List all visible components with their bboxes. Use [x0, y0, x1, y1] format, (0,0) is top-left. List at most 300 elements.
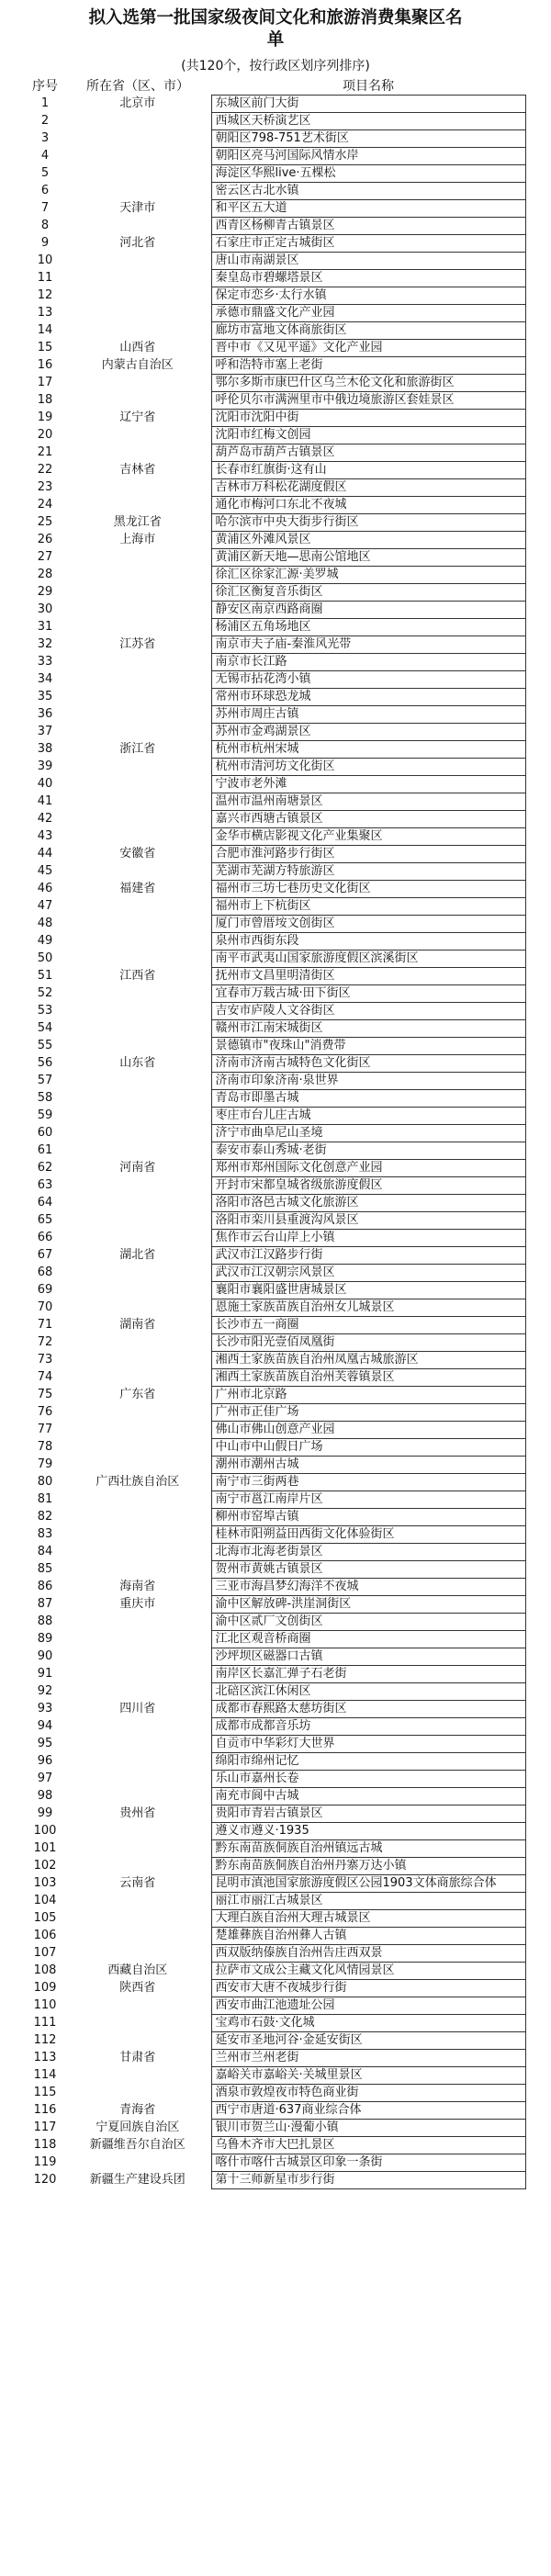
row-province — [64, 1491, 211, 1509]
row-project: 鄂尔多斯市康巴什区乌兰木伦文化和旅游街区 — [211, 375, 525, 392]
table-row — [26, 1963, 525, 1980]
table-row — [26, 1997, 525, 2015]
row-province — [64, 1142, 211, 1160]
row-province — [64, 1823, 211, 1840]
row-province: 辽宁省 — [119, 411, 156, 424]
row-province — [64, 305, 211, 322]
table-row — [26, 1387, 525, 1404]
row-project: 泰安市泰山秀城·老街 — [211, 1142, 525, 1160]
table-row — [26, 287, 525, 305]
row-number: 15 — [37, 341, 53, 354]
row-province: 甘肃省 — [119, 2051, 156, 2064]
row-number: 52 — [37, 986, 53, 1000]
row-number: 84 — [37, 1545, 53, 1558]
table-row — [26, 1073, 525, 1090]
row-province — [64, 2154, 211, 2172]
row-project: 兰州市兰州老街 — [211, 2050, 525, 2067]
table-row — [26, 1718, 525, 1736]
row-number: 64 — [37, 1196, 53, 1209]
row-project: 乐山市嘉州长卷 — [211, 1771, 525, 1788]
row-province — [64, 689, 211, 706]
row-province — [64, 287, 211, 305]
row-number: 70 — [37, 1300, 53, 1314]
row-project: 长沙市五一商圈 — [211, 1317, 525, 1334]
row-number: 22 — [37, 463, 53, 477]
row-number: 31 — [37, 620, 53, 634]
row-project: 福州市三坊七巷历史文化街区 — [211, 881, 525, 898]
row-province — [64, 427, 211, 444]
row-project: 静安区南京西路商圈 — [211, 602, 525, 619]
row-province: 黑龙江省 — [113, 515, 162, 529]
row-project: 自贡市中华彩灯大世界 — [211, 1736, 525, 1753]
row-number: 107 — [33, 1946, 57, 1960]
table-row — [26, 479, 525, 497]
row-number: 35 — [37, 690, 53, 703]
row-province: 福建省 — [119, 882, 156, 895]
row-province — [64, 1038, 211, 1055]
row-province: 云南省 — [119, 1876, 156, 1890]
table-row — [26, 444, 525, 462]
row-project: 中山市中山假日广场 — [211, 1439, 525, 1457]
row-province — [64, 1840, 211, 1858]
row-number: 46 — [37, 882, 53, 895]
row-number: 21 — [37, 445, 53, 459]
row-project: 朝阳区798-751艺术街区 — [211, 130, 525, 148]
row-province — [64, 1858, 211, 1875]
row-number: 3 — [40, 131, 50, 145]
table-row — [26, 654, 525, 671]
table-row — [26, 689, 525, 706]
row-province — [64, 654, 211, 671]
row-province — [64, 1422, 211, 1439]
row-project: 遵义市遵义·1935 — [211, 1823, 525, 1840]
header-project: 项目名称 — [343, 79, 394, 94]
row-province: 广西壮族自治区 — [96, 1475, 180, 1489]
row-province — [64, 1299, 211, 1317]
table-row — [26, 392, 525, 410]
row-province — [64, 1945, 211, 1963]
row-province — [64, 1212, 211, 1230]
row-number: 95 — [37, 1737, 53, 1750]
table-row — [26, 776, 525, 793]
row-number: 29 — [37, 585, 53, 599]
row-project: 厦门市曾厝垵文创街区 — [211, 916, 525, 933]
table-row — [26, 410, 525, 427]
row-project: 黄浦区新天地—思南公馆地区 — [211, 549, 525, 567]
row-number: 105 — [33, 1911, 57, 1925]
row-number: 10 — [37, 253, 53, 267]
table-row — [26, 2102, 525, 2120]
row-project: 丽江市丽江古城景区 — [211, 1893, 525, 1910]
row-number: 6 — [40, 184, 50, 197]
table-row — [26, 1055, 525, 1073]
row-project: 襄阳市襄阳盛世唐城景区 — [211, 1282, 525, 1299]
table-row — [26, 2067, 525, 2085]
row-province: 吉林省 — [119, 463, 156, 477]
table-header-row — [26, 79, 525, 96]
table-row — [26, 1753, 525, 1771]
row-project: 南宁市邕江南岸片区 — [211, 1491, 525, 1509]
row-project: 密云区古北水镇 — [211, 183, 525, 200]
row-project: 呼伦贝尔市满洲里市中俄边境旅游区套娃景区 — [211, 392, 525, 410]
row-number: 100 — [33, 1824, 57, 1838]
table-row — [26, 2172, 525, 2189]
row-number: 86 — [37, 1580, 53, 1593]
table-row — [26, 253, 525, 270]
row-province — [64, 1753, 211, 1771]
row-project: 佛山市佛山创意产业园 — [211, 1422, 525, 1439]
row-province — [64, 375, 211, 392]
row-number: 17 — [37, 376, 53, 389]
row-number: 102 — [33, 1859, 57, 1873]
row-project: 长春市红旗街·这有山 — [211, 462, 525, 479]
row-province: 内蒙古自治区 — [101, 358, 174, 372]
row-province: 上海市 — [119, 533, 156, 546]
row-province — [64, 1631, 211, 1648]
table-row — [26, 2015, 525, 2032]
row-province: 广东省 — [119, 1388, 156, 1401]
row-number: 38 — [37, 742, 53, 756]
row-province: 河南省 — [119, 1161, 156, 1175]
row-number: 4 — [40, 149, 50, 163]
row-province: 山东省 — [119, 1056, 156, 1070]
row-number: 11 — [37, 271, 53, 285]
table-row — [26, 619, 525, 636]
row-number: 92 — [37, 1684, 53, 1698]
row-project: 潮州市潮州古城 — [211, 1457, 525, 1474]
row-province — [64, 951, 211, 968]
row-province — [64, 567, 211, 584]
row-number: 2 — [40, 114, 50, 128]
row-project: 济宁市曲阜尼山圣境 — [211, 1125, 525, 1142]
table-row — [26, 671, 525, 689]
row-number: 19 — [37, 411, 53, 424]
row-province — [64, 322, 211, 340]
row-province — [64, 724, 211, 741]
row-province — [64, 2015, 211, 2032]
table-row — [26, 1771, 525, 1788]
row-project: 黔东南苗族侗族自治州镇远古城 — [211, 1840, 525, 1858]
table-row — [26, 1212, 525, 1230]
row-project: 赣州市江南宋城街区 — [211, 1020, 525, 1038]
table-row — [26, 532, 525, 549]
row-number: 51 — [37, 969, 53, 983]
row-project: 宁波市老外滩 — [211, 776, 525, 793]
table-body — [26, 96, 525, 2189]
table-row — [26, 1142, 525, 1160]
table-row — [26, 1805, 525, 1823]
table-row — [26, 1666, 525, 1683]
row-province — [64, 2032, 211, 2050]
row-province — [64, 444, 211, 462]
row-number: 13 — [37, 306, 53, 320]
row-province — [64, 1282, 211, 1299]
row-project: 晋中市《又见平遥》文化产业园 — [211, 340, 525, 357]
row-number: 47 — [37, 899, 53, 913]
row-province: 湖北省 — [119, 1248, 156, 1262]
row-project: 苏州市周庄古镇 — [211, 706, 525, 724]
row-province: 陕西省 — [119, 1981, 156, 1995]
table-row — [26, 863, 525, 881]
row-province — [64, 130, 211, 148]
row-province: 贵州省 — [119, 1806, 156, 1820]
row-number: 62 — [37, 1161, 53, 1175]
row-province — [64, 828, 211, 846]
row-number: 34 — [37, 672, 53, 686]
row-number: 69 — [37, 1283, 53, 1297]
row-number: 14 — [37, 323, 53, 337]
row-province — [64, 1020, 211, 1038]
table-row — [26, 1858, 525, 1875]
table-row — [26, 1160, 525, 1177]
row-project: 福州市上下杭街区 — [211, 898, 525, 916]
row-province — [64, 1108, 211, 1125]
table-row — [26, 549, 525, 567]
row-project: 宜春市万载古城·田下街区 — [211, 985, 525, 1003]
table-row — [26, 985, 525, 1003]
row-number: 63 — [37, 1178, 53, 1192]
table-row — [26, 200, 525, 218]
row-province — [64, 479, 211, 497]
table-row — [26, 235, 525, 253]
row-number: 106 — [33, 1929, 57, 1942]
row-project: 北碚区滨江休闲区 — [211, 1683, 525, 1701]
row-project: 大理白族自治州大理古城景区 — [211, 1910, 525, 1928]
row-province — [64, 1352, 211, 1369]
row-province: 北京市 — [119, 96, 156, 110]
row-province: 安徽省 — [119, 847, 156, 861]
row-number: 66 — [37, 1231, 53, 1244]
table-row — [26, 898, 525, 916]
row-project: 济南市印象济南·泉世界 — [211, 1073, 525, 1090]
row-project: 西双版纳傣族自治州告庄西双景 — [211, 1945, 525, 1963]
row-project: 徐汇区衡复音乐街区 — [211, 584, 525, 602]
row-project: 嘉峪关市嘉峪关·关城里景区 — [211, 2067, 525, 2085]
row-province — [64, 1230, 211, 1247]
row-province: 天津市 — [119, 201, 156, 215]
table-row — [26, 2085, 525, 2102]
row-project: 景德镇市"夜珠山"消费带 — [211, 1038, 525, 1055]
row-province — [64, 811, 211, 828]
row-number: 74 — [37, 1370, 53, 1384]
table-row — [26, 1736, 525, 1753]
header-no: 序号 — [32, 79, 58, 94]
row-project: 楚雄彝族自治州彝人古镇 — [211, 1928, 525, 1945]
row-project: 黄浦区外滩风景区 — [211, 532, 525, 549]
row-number: 90 — [37, 1649, 53, 1663]
row-project: 贵阳市青岩古镇景区 — [211, 1805, 525, 1823]
table-row — [26, 1282, 525, 1299]
row-number: 118 — [33, 2138, 57, 2152]
row-project: 苏州市金鸡湖景区 — [211, 724, 525, 741]
row-province — [64, 602, 211, 619]
row-project: 通化市梅河口东北不夜城 — [211, 497, 525, 514]
table-row — [26, 1020, 525, 1038]
table-row — [26, 968, 525, 985]
row-project: 吉安市庐陵人文谷街区 — [211, 1003, 525, 1020]
row-number: 98 — [37, 1789, 53, 1803]
table-row — [26, 1352, 525, 1369]
row-project: 葫芦岛市葫芦古镇景区 — [211, 444, 525, 462]
row-number: 87 — [37, 1597, 53, 1611]
row-province — [64, 549, 211, 567]
row-number: 112 — [33, 2033, 57, 2047]
table-row — [26, 724, 525, 741]
row-province: 重庆市 — [119, 1597, 156, 1611]
row-province — [64, 1561, 211, 1579]
row-province — [64, 1177, 211, 1195]
row-number: 93 — [37, 1702, 53, 1715]
table-row — [26, 148, 525, 165]
table-row — [26, 1369, 525, 1387]
row-number: 99 — [37, 1806, 53, 1820]
row-number: 115 — [33, 2086, 57, 2099]
row-province — [64, 1683, 211, 1701]
row-province — [64, 759, 211, 776]
row-number: 40 — [37, 777, 53, 791]
row-province — [64, 1195, 211, 1212]
row-project: 廊坊市富地文体商旅街区 — [211, 322, 525, 340]
row-number: 36 — [37, 707, 53, 721]
row-project: 南宁市三街两巷 — [211, 1474, 525, 1491]
row-project: 绵阳市绵州记忆 — [211, 1753, 525, 1771]
table-row — [26, 2050, 525, 2067]
table-row — [26, 1579, 525, 1596]
row-province — [64, 253, 211, 270]
table-row — [26, 1334, 525, 1352]
row-province — [64, 1893, 211, 1910]
row-number: 82 — [37, 1510, 53, 1524]
row-province — [64, 1771, 211, 1788]
table-row — [26, 1596, 525, 1614]
table-row — [26, 1474, 525, 1491]
row-number: 49 — [37, 934, 53, 948]
row-province — [64, 898, 211, 916]
row-project: 西城区天桥演艺区 — [211, 113, 525, 130]
row-number: 27 — [37, 550, 53, 564]
row-number: 116 — [33, 2103, 57, 2117]
table-row — [26, 1945, 525, 1963]
table-row — [26, 1125, 525, 1142]
row-province: 新疆维吾尔自治区 — [89, 2138, 186, 2152]
row-number: 67 — [37, 1248, 53, 1262]
row-project: 江北区观音桥商圈 — [211, 1631, 525, 1648]
row-province: 西藏自治区 — [107, 1963, 168, 1977]
row-project: 广州市北京路 — [211, 1387, 525, 1404]
table-row — [26, 1265, 525, 1282]
table-row — [26, 113, 525, 130]
row-project: 湘西土家族苗族自治州凤凰古城旅游区 — [211, 1352, 525, 1369]
row-project: 和平区五大道 — [211, 200, 525, 218]
document-subtitle: (共120个，按行政区划序列排序) — [181, 59, 370, 73]
row-project: 第十三师新星市步行街 — [211, 2172, 525, 2189]
row-number: 97 — [37, 1772, 53, 1785]
row-project: 沈阳市红梅文创园 — [211, 427, 525, 444]
table-row — [26, 2120, 525, 2137]
row-province: 宁夏回族自治区 — [96, 2120, 180, 2134]
row-number: 26 — [37, 533, 53, 546]
row-province — [64, 1526, 211, 1544]
row-number: 57 — [37, 1074, 53, 1087]
row-number: 12 — [37, 288, 53, 302]
table-row — [26, 497, 525, 514]
table-row — [26, 130, 525, 148]
row-province: 江西省 — [119, 969, 156, 983]
row-project: 西宁市唐道·637商业综合体 — [211, 2102, 525, 2120]
row-number: 108 — [33, 1963, 57, 1977]
row-province — [64, 1334, 211, 1352]
row-province: 四川省 — [119, 1702, 156, 1715]
table-row — [26, 951, 525, 968]
row-province — [64, 1997, 211, 2015]
row-number: 71 — [37, 1318, 53, 1332]
table-row — [26, 218, 525, 235]
row-number: 61 — [37, 1143, 53, 1157]
row-project: 青岛市即墨古城 — [211, 1090, 525, 1108]
row-project: 成都市成都音乐坊 — [211, 1718, 525, 1736]
row-project: 桂林市阳朔益田西街文化体验街区 — [211, 1526, 525, 1544]
row-number: 76 — [37, 1405, 53, 1419]
row-project: 抚州市文昌里明清街区 — [211, 968, 525, 985]
row-number: 43 — [37, 829, 53, 843]
document-title: 拟入选第一批国家级夜间文化和旅游消费集聚区名单 — [88, 8, 463, 50]
row-project: 朝阳区亮马河国际风情水岸 — [211, 148, 525, 165]
row-number: 81 — [37, 1492, 53, 1506]
row-project: 无锡市拈花湾小镇 — [211, 671, 525, 689]
row-project: 广州市正佳广场 — [211, 1404, 525, 1422]
table-row — [26, 514, 525, 532]
row-project: 长沙市阳光壹佰凤凰街 — [211, 1334, 525, 1352]
table-row — [26, 793, 525, 811]
row-project: 武汉市江汉朝宗风景区 — [211, 1265, 525, 1282]
row-number: 77 — [37, 1423, 53, 1436]
row-project: 合肥市淮河路步行街区 — [211, 846, 525, 863]
table-row — [26, 1980, 525, 1997]
row-province — [64, 497, 211, 514]
row-province — [64, 671, 211, 689]
row-number: 110 — [33, 1998, 57, 2012]
row-number: 89 — [37, 1632, 53, 1646]
header-province: 所在省（区、市） — [86, 79, 189, 94]
table-row — [26, 1090, 525, 1108]
row-number: 53 — [37, 1004, 53, 1018]
row-project: 温州市温州南塘景区 — [211, 793, 525, 811]
row-project: 洛阳市栾川县重渡沟风景区 — [211, 1212, 525, 1230]
row-project: 枣庄市台儿庄古城 — [211, 1108, 525, 1125]
table-row — [26, 1928, 525, 1945]
row-province: 浙江省 — [119, 742, 156, 756]
table-row — [26, 462, 525, 479]
table-row — [26, 846, 525, 863]
table-row — [26, 1404, 525, 1422]
row-project: 宝鸡市石鼓·文化城 — [211, 2015, 525, 2032]
row-province: 河北省 — [119, 236, 156, 250]
row-province — [64, 933, 211, 951]
row-number: 68 — [37, 1266, 53, 1279]
table-row — [26, 1509, 525, 1526]
row-project: 黔东南苗族侗族自治州丹寨万达小镇 — [211, 1858, 525, 1875]
row-province: 江苏省 — [119, 637, 156, 651]
row-project: 拉萨市文成公主藏文化风情园景区 — [211, 1963, 525, 1980]
row-number: 33 — [37, 655, 53, 669]
row-project: 徐汇区徐家汇源·美罗城 — [211, 567, 525, 584]
row-number: 119 — [33, 2155, 57, 2169]
row-project: 保定市恋乡·太行水镇 — [211, 287, 525, 305]
row-number: 79 — [37, 1457, 53, 1471]
row-number: 109 — [33, 1981, 57, 1995]
table-row — [26, 1910, 525, 1928]
row-province — [64, 619, 211, 636]
